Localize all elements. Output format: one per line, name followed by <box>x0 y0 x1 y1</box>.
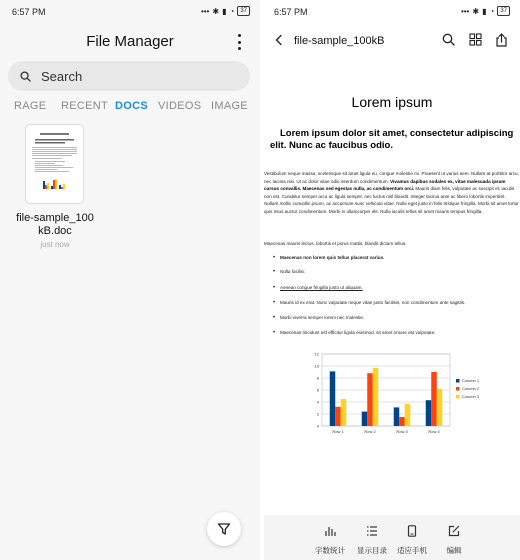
signal-icon: ▮ <box>482 6 487 16</box>
search-icon <box>442 33 455 46</box>
edit-icon <box>448 525 460 537</box>
chart-bar <box>394 407 400 426</box>
chart-bar <box>426 400 432 426</box>
list-item <box>280 300 465 305</box>
paragraph-text: Vestibulum neque massa, scelerisque sit amet ligula eu, congue molestie mi. Praesent ut varius sem. Nullam at porttitor arcu, nec lacinia nisi. Ut ac dolor vitae odio interdum condimentum. <box>264 171 519 184</box>
chart-bar <box>330 371 336 426</box>
chart-bar <box>437 389 443 426</box>
tab-storage[interactable]: RAGE <box>14 100 47 112</box>
list-item <box>280 255 384 260</box>
chart-y-tick-label: 4 <box>316 399 319 405</box>
list-item-text: Morbi viverra semper lorem nec molestie. <box>280 315 365 320</box>
chart-bar <box>431 372 437 426</box>
paragraph-text: Mauris diam felis, vulputate ac suscipit et, iaculis non est. Curabitur semper arcu ac ligula semper, nec luctus nisl blandit. Integer lacinia ante ac libero lobortis imperdiet. <box>264 186 515 199</box>
word-count-label: 字数统计 <box>315 546 345 555</box>
table-of-contents-button[interactable] <box>352 524 392 556</box>
viewer-toolbar <box>264 30 520 52</box>
status-icons <box>461 6 510 16</box>
page-title: File Manager <box>86 33 174 50</box>
filter-icon <box>217 522 231 536</box>
paragraph-text: Nulla eget justo in felis tristique fringilla. Morbi sit amet tortor quis risus auctor condimentum. Morbi in ullamcorper elit. Nulla iaculis tellus sit amet mauris tempus fringilla. <box>264 201 519 214</box>
file-timestamp: just now <box>40 240 70 249</box>
paragraph-bold-text: Vivamus dapibus sodales ex, vitae malesuada ipsum cursus convallis. Maecenas sed egestas nulla, ac condimentum orci. <box>264 178 506 192</box>
chart-bar <box>335 407 341 426</box>
list-item <box>280 285 363 290</box>
chart-bar <box>367 373 373 426</box>
status-icons <box>201 6 250 16</box>
document-paragraph <box>264 170 520 216</box>
search-icon <box>20 71 31 82</box>
status-time: 6:57 PM <box>274 7 308 17</box>
chart-y-tick-label: 0 <box>316 423 319 429</box>
list-item-text: Nulla facilisi. <box>280 269 306 274</box>
list-item-text: Maecenas non lorem quis tellus placerat varius. <box>280 255 385 260</box>
more-options-icon[interactable] <box>234 34 244 50</box>
document-title: Lorem ipsum <box>351 94 433 110</box>
chart-bar <box>399 417 405 426</box>
back-button[interactable] <box>274 33 284 51</box>
search-button[interactable] <box>442 33 455 51</box>
back-arrow-icon <box>274 34 284 46</box>
chart-legend-label: Column 2 <box>462 386 480 391</box>
grid-view-button[interactable] <box>469 33 482 51</box>
bottom-toolbar <box>264 515 520 560</box>
edit-button[interactable] <box>434 524 474 556</box>
dots-icon: ••• <box>460 6 470 16</box>
battery-icon: 37 <box>497 6 510 16</box>
chart-legend-label: Column 3 <box>462 394 480 399</box>
dots-icon: ••• <box>200 6 210 16</box>
chart-y-tick-label: 2 <box>316 411 319 417</box>
list-item <box>280 269 306 274</box>
search-placeholder: Search <box>41 68 83 84</box>
chart-x-tick-label: Row 3 <box>396 429 408 434</box>
grid-icon <box>469 33 482 46</box>
chart-legend-swatch <box>456 395 460 399</box>
bar-stats-icon <box>324 525 336 537</box>
list-icon <box>366 525 378 537</box>
phone-icon <box>406 525 418 537</box>
signal-icon: ▮ <box>222 6 227 16</box>
document-heading: Lorem ipsum dolor sit amet, consectetur adipiscing elit. Nunc ac faucibus odio. <box>270 128 514 151</box>
chart-y-tick-label: 6 <box>316 387 319 393</box>
chart-y-tick-label: 10 <box>314 363 319 369</box>
chart-x-tick-label: Row 1 <box>332 429 344 434</box>
chart-bar <box>405 404 411 426</box>
chart-y-tick-label: 8 <box>316 375 319 381</box>
file-thumbnail[interactable] <box>25 124 84 204</box>
chart-x-tick-label: Row 4 <box>428 429 440 434</box>
list-item <box>280 315 364 320</box>
tab-images[interactable]: IMAGE <box>211 100 248 112</box>
document-paragraph: Maecenas mauris lectus, lobortis et purus mattis, blandit dictum tellus. <box>264 241 407 246</box>
chart-legend-label: Column 1 <box>462 378 480 383</box>
category-tabs <box>0 100 260 116</box>
wifi-icon: ◔ <box>489 6 495 16</box>
list-item-text: Aenean congue fringilla justo ut aliquam. <box>280 285 363 290</box>
battery-icon: 37 <box>237 6 250 16</box>
filter-button[interactable] <box>207 512 241 546</box>
chart-legend-swatch <box>456 387 460 391</box>
share-icon <box>495 33 508 47</box>
share-button[interactable] <box>495 33 508 52</box>
document-viewer-screen <box>264 0 520 560</box>
search-input[interactable] <box>8 61 250 91</box>
document-page <box>264 60 520 515</box>
document-filename: file-sample_100kB <box>294 35 385 47</box>
chart-bar <box>373 368 379 426</box>
list-item <box>280 330 435 335</box>
list-item-text: Mauris id ex erat. Nunc vulputate neque vitae justo facilisis, non condimentum ante sagittis. <box>280 300 466 305</box>
chart-y-tick-label: 12 <box>314 351 319 357</box>
tab-docs[interactable]: DOCS <box>115 100 148 112</box>
status-time: 6:57 PM <box>12 7 46 17</box>
chart-x-tick-label: Row 2 <box>364 429 376 434</box>
status-bar <box>264 0 520 22</box>
bar-chart <box>310 350 495 442</box>
bluetooth-icon: ✱ <box>212 6 220 16</box>
word-count-button[interactable] <box>310 524 350 556</box>
table-of-contents-label: 显示目录 <box>357 546 387 555</box>
paragraph-italic-text: Nullam mollis convallis ipsum, ac accumsan nunc vehicula vitae. <box>264 201 395 207</box>
bluetooth-icon: ✱ <box>472 6 480 16</box>
document-preview-icon <box>26 125 83 203</box>
chart-bar <box>362 412 368 426</box>
edit-label: 编辑 <box>446 546 462 555</box>
fit-phone-button[interactable] <box>392 524 432 556</box>
fit-phone-label: 适应手机 <box>397 546 427 555</box>
chart-legend-swatch <box>456 379 460 383</box>
wifi-icon: ◔ <box>229 6 235 16</box>
tab-videos[interactable]: VIDEOS <box>158 100 202 112</box>
tab-recent[interactable]: RECENT <box>61 100 109 112</box>
file-name[interactable]: file-sample_100kB.doc <box>16 212 94 237</box>
list-item-text: Maecenas tincidunt est efficitur ligula euismod, sit amet ornare est vulputate. <box>280 330 436 335</box>
status-bar <box>0 0 260 22</box>
chart-bar <box>341 399 347 426</box>
